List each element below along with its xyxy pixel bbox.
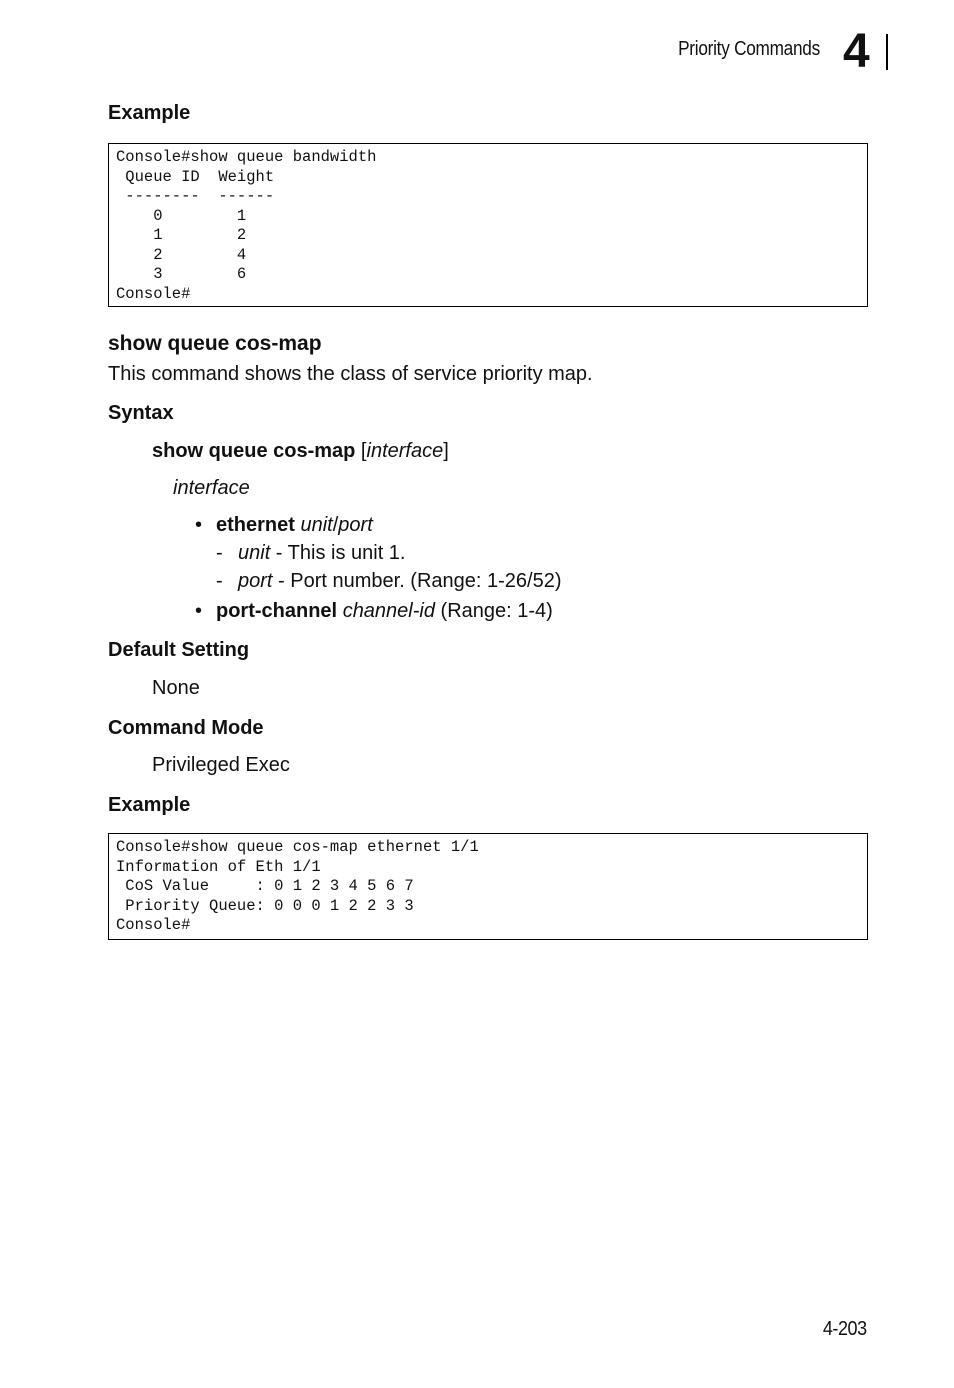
- syntax-line: [152, 440, 449, 463]
- bullet-marker: •: [195, 600, 203, 622]
- subitem-text: - This is unit 1.: [270, 542, 406, 564]
- command-mode-value: Privileged Exec: [152, 754, 290, 776]
- syntax-heading: Syntax: [108, 402, 174, 424]
- arg-channel-id: channel-id: [342, 600, 435, 622]
- code-block-cos-map: [108, 833, 868, 940]
- arg-port: port: [338, 514, 373, 536]
- example-heading: Example: [108, 794, 191, 816]
- bullet-port-channel: [216, 600, 553, 623]
- command-description: This command shows the class of service priority map.: [108, 363, 593, 385]
- subitem-marker: -: [216, 542, 223, 564]
- code-text: Console#show queue cos-map ethernet 1/1 Information of Eth 1/1 CoS Value : 0 1 2 3 4 5 6 7 Priority Queue: 0 0 0 1 2 2 3 3 Console#: [116, 838, 479, 934]
- code-text: Console#show queue bandwidth Queue ID Weight -------- ------ 0 1 1 2 2 4 3 6 Console#: [116, 148, 377, 303]
- bullet-ethernet: [216, 514, 373, 537]
- syntax-command: show queue cos-map: [152, 440, 356, 462]
- subitem-marker: -: [216, 570, 223, 592]
- keyword: port-channel: [216, 600, 338, 622]
- example-heading: Example: [108, 102, 191, 124]
- arg-separator: /: [332, 514, 339, 536]
- chapter-divider: [886, 34, 888, 70]
- chapter-number: 4: [843, 25, 870, 78]
- param-label: interface: [173, 477, 250, 499]
- command-mode-heading: Command Mode: [108, 717, 264, 739]
- arg-unit: unit: [300, 514, 333, 536]
- page-number: 4-203: [823, 1318, 867, 1340]
- command-title: show queue cos-map: [108, 332, 322, 355]
- subitem-unit: [238, 542, 405, 565]
- default-setting-value: None: [152, 677, 200, 699]
- subitem-name: port: [238, 570, 273, 592]
- subitem-port: [238, 570, 562, 593]
- syntax-open-bracket: [: [355, 440, 367, 462]
- subitem-name: unit: [238, 542, 271, 564]
- subitem-text: - Port number. (Range: 1-26/52): [272, 570, 562, 592]
- chapter-title: Priority Commands: [678, 38, 820, 60]
- syntax-param: interface: [366, 440, 444, 462]
- bullet-marker: •: [195, 514, 203, 536]
- keyword: ethernet: [216, 514, 295, 536]
- syntax-close-bracket: ]: [443, 440, 449, 462]
- default-setting-heading: Default Setting: [108, 639, 250, 661]
- code-block-bandwidth: [108, 143, 868, 307]
- range-text: (Range: 1-4): [434, 600, 553, 622]
